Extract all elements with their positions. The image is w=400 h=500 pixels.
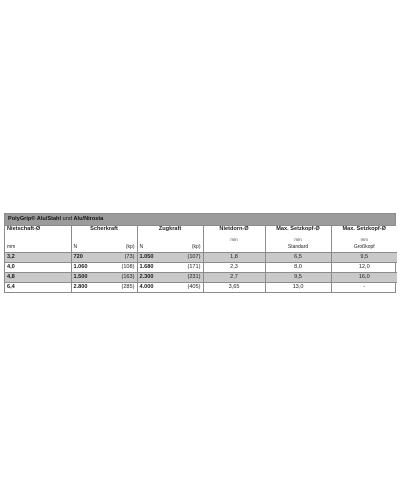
header-unit-row [5,237,397,244]
cell-tensile-n: 1.680 [137,263,173,273]
unit-head-large-mm: mm [331,237,397,244]
cell-shear-kp: (108) [107,263,137,273]
cell-head-large: 9,5 [331,253,397,263]
rivet-spec-table-card [4,213,396,293]
cell-head-standard: 8,0 [265,263,331,273]
cell-shaft: 3,2 [5,253,71,263]
header-sub-row [5,244,397,253]
title-material: Alu/Nirosta [73,216,104,222]
cell-shaft: 4,8 [5,273,71,283]
sub-standard: Standard [265,244,331,253]
header-max-head-standard: Max. Setzkopf-Ø [265,226,331,237]
cell-tensile-kp: (405) [173,283,203,293]
header-max-head-large: Max. Setzkopf-Ø [331,226,397,237]
header-shaft-diameter: Nietschaft-Ø [5,226,71,237]
cell-tensile-n: 2.300 [137,273,173,283]
table-row [5,263,397,273]
cell-head-standard: 9,5 [265,273,331,283]
unit-tensile-kp: (kp) [173,244,203,253]
cell-mandrel: 2,7 [203,273,265,283]
rivet-spec-table [5,226,397,292]
table-title-bar [5,214,395,226]
cell-tensile-kp: (171) [173,263,203,273]
cell-shear-kp: (163) [107,273,137,283]
unit-shear-n: N [71,244,107,253]
cell-shaft: 6,4 [5,283,71,293]
cell-shaft: 4,0 [5,263,71,273]
cell-head-large: 16,0 [331,273,397,283]
header-row [5,226,397,237]
cell-tensile-kp: (107) [173,253,203,263]
sub-large-head: Großkopf [331,244,397,253]
unit-head-standard-mm: mm [265,237,331,244]
cell-mandrel: 1,8 [203,253,265,263]
cell-mandrel: 2,3 [203,263,265,273]
table-row [5,283,397,293]
cell-shear-n: 1.500 [71,273,107,283]
cell-shear-n: 720 [71,253,107,263]
unit-shaft-mm: mm [5,244,71,253]
header-tensile-force: Zugkraft [137,226,203,237]
cell-shear-n: 1.060 [71,263,107,273]
cell-mandrel: 3,65 [203,283,265,293]
title-connector: und [62,216,72,222]
header-shear-force: Scherkraft [71,226,137,237]
unit-mandrel-mm: mm [203,237,265,244]
unit-shear-kp: (kp) [107,244,137,253]
cell-head-standard: 6,5 [265,253,331,263]
cell-head-standard: 13,0 [265,283,331,293]
header-mandrel-diameter: Nietdorn-Ø [203,226,265,237]
unit-tensile-n: N [137,244,173,253]
cell-tensile-n: 4.000 [137,283,173,293]
table-row [5,253,397,263]
cell-shear-n: 2.800 [71,283,107,293]
cell-shear-kp: (73) [107,253,137,263]
cell-head-large: 12,0 [331,263,397,273]
table-row [5,273,397,283]
cell-head-large: - [331,283,397,293]
cell-tensile-kp: (231) [173,273,203,283]
title-brand: PolyGrip® Alu/Stahl [8,216,62,222]
cell-tensile-n: 1.050 [137,253,173,263]
cell-shear-kp: (285) [107,283,137,293]
